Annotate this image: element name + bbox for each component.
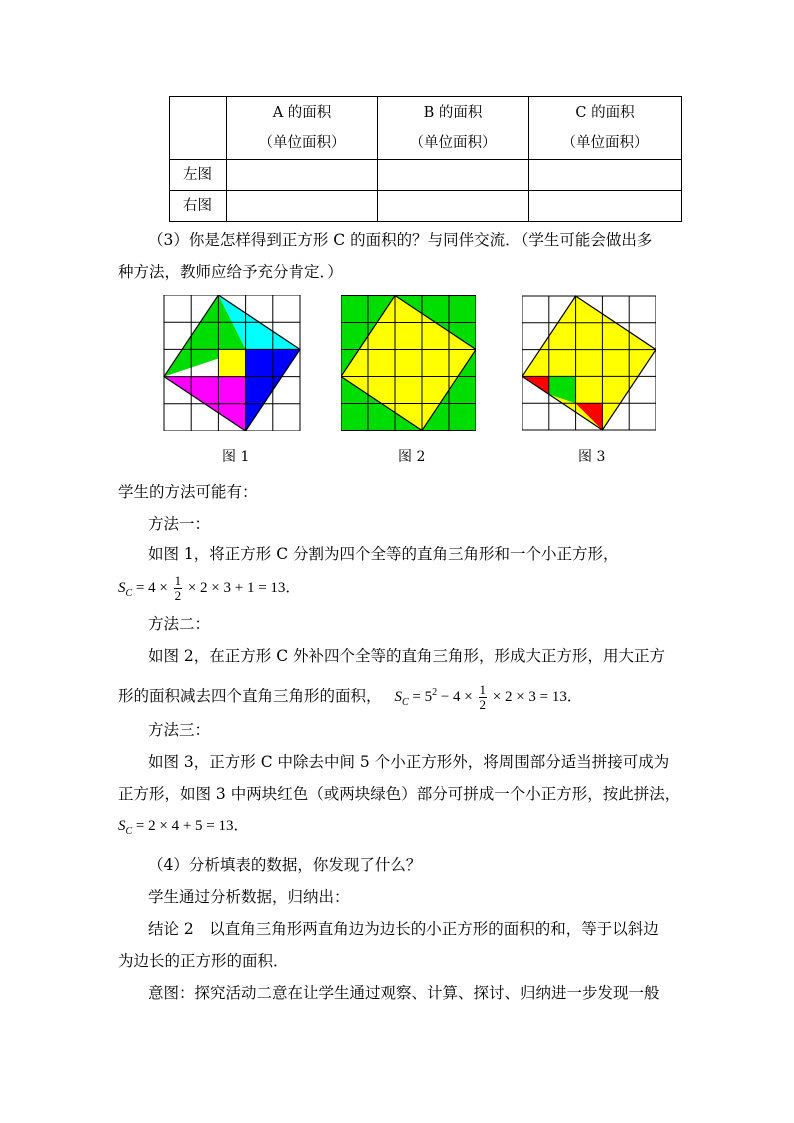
figure-3 (522, 295, 656, 431)
table-cell[interactable] (378, 159, 529, 190)
method3-title: 方法三： (148, 721, 211, 739)
para3-line1: （3）你是怎样得到正方形 C 的面积的？与同伴交流．（学生可能会做出多 (148, 231, 653, 249)
header-b-area: B 的面积 （单位面积） (378, 97, 529, 160)
table-cell[interactable] (227, 159, 378, 190)
conclusion-line1: 结论 2 以直角三角形两直角边为边长的小正方形的面积的和，等于以斜边 (148, 920, 659, 938)
figure-2 (341, 295, 476, 431)
table-corner-cell (170, 97, 227, 160)
table-header-row (170, 97, 682, 160)
method3-text1: 如图 3，正方形 C 中除去中间 5 个小正方形外，将周围部分适当拼接可成为 (148, 753, 670, 771)
method1-formula: $S_C = 4$ × $\frac{1}{2}$ × 2 × 3 + 1 = 13． (118, 573, 301, 604)
method2-text2: 形的面积减去四个直角三角形的面积， (118, 687, 382, 705)
header-c-area: C 的面积 （单位面积） (529, 97, 682, 160)
method3-text2: 正方形，如图 3 中两块红色（或两块绿色）部分可拼成一个小正方形，按此拼法， (118, 785, 681, 803)
fig1-yellow-square (218, 349, 245, 376)
intent-text: 意图：探究活动二意在让学生通过观察、计算、探讨、归纳进一步发现一般 (148, 984, 660, 1002)
para3-line2: 种方法，教师应给予充分肯定．） (118, 263, 343, 281)
method1-title: 方法一： (148, 515, 211, 533)
induce-text: 学生通过分析数据，归纳出： (148, 888, 350, 906)
table-cell[interactable] (378, 190, 529, 221)
method2-formula: $S_C = 5^2 - 4$ × $\frac{1}{2}$ × 2 × 3 = 13． (394, 682, 582, 713)
conclusion-line2: 为边长的正方形的面积． (118, 952, 289, 970)
method1-text: 如图 1，将正方形 C 分割为四个全等的直角三角形和一个小正方形， (148, 545, 619, 563)
caption-figure-1: 图 1 (222, 449, 250, 465)
table-row (170, 159, 682, 190)
table-cell[interactable] (529, 190, 682, 221)
method3-formula: $S_C = 2 \times 4 + 5 = 13$． (118, 818, 249, 837)
para4: （4）分析填表的数据，你发现了什么？ (148, 856, 422, 874)
figure-1 (162, 295, 302, 431)
methods-intro: 学生的方法可能有： (118, 483, 258, 501)
row-label-left: 左图 (170, 159, 227, 190)
row-label-right: 右图 (170, 190, 227, 221)
method2-text2-row (118, 677, 582, 719)
table-cell[interactable] (227, 190, 378, 221)
caption-figure-2: 图 2 (398, 449, 426, 465)
area-table (169, 96, 682, 222)
method2-title: 方法二： (148, 615, 211, 633)
method2-text1: 如图 2，在正方形 C 外补四个全等的直角三角形，形成大正方形，用大正方 (148, 647, 666, 665)
table-row (170, 190, 682, 221)
header-a-area: A 的面积 （单位面积） (227, 97, 378, 160)
table-cell[interactable] (529, 159, 682, 190)
caption-figure-3: 图 3 (578, 449, 606, 465)
